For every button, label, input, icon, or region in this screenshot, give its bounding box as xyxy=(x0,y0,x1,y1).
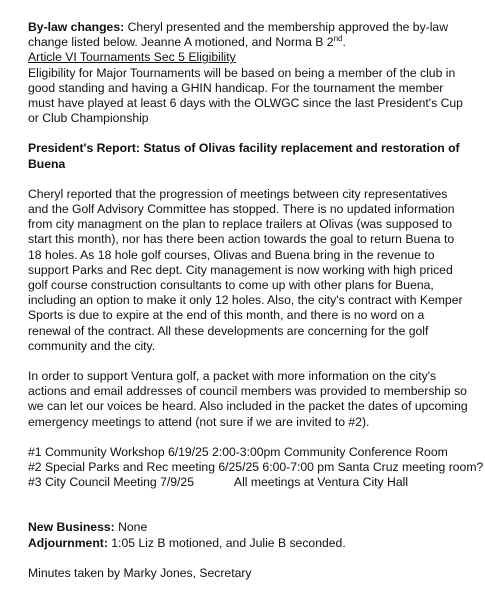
meeting-item-2: #2 Special Parks and Rec meeting 6/25/25 6:00-7:00 pm Santa Cruz meeting room? xyxy=(28,460,484,475)
bylaw-paragraph xyxy=(28,20,469,50)
president-report-paragraph-1: Cheryl reported that the progression of meetings between city representatives and the Golf Advisory Committee has stopped. There is no updated information from city managment on the plan to replace trailers at Olivas (was supposed to start this month), nor has there been action towards the goal to return Buena to 18 holes. As 18 hole golf courses, Olivas and Buena bring in the revenue to support Parks and Rec dept. City management is now working with high priced golf course construction consultants to come up with other plans for Buena, including an option to make it only 12 holes. Also, the city's contract with Kemper Sports is due to expire at the end of this month, and there is no word on a renewal of the contract. All these developments are concerning for the golf community and the city. xyxy=(28,186,463,353)
bylaw-body: Eligibility for Major Tournaments will be based on being a member of the club in good standing and having a GHIN handicap. For the tournament the member must have played at least 6 days with the OLWGC since the last President's Cup or Club Championship xyxy=(28,65,463,126)
meeting-item-3: #3 City Council Meeting 7/9/25 All meetings at Ventura City Hall xyxy=(28,475,409,490)
president-report-paragraph-2: In order to support Ventura golf, a packet with more information on the city's actions and email addresses of council members was provided to membership so we can let our voices be heard. Also included in the packet the dates of upcoming emergency meetings to attend (not sure if we are invited to #2). xyxy=(28,369,468,429)
bylaw-motion-text: Cheryl presented and the membership approved the by-law change listed below. Jeanne A motioned, and Norma B 2 xyxy=(28,20,449,50)
adjournment-label: Adjournment: xyxy=(28,535,108,550)
new-business-line xyxy=(28,520,469,535)
minutes-taken-by: Minutes taken by Marky Jones, Secretary xyxy=(28,565,252,580)
meeting-item-1: #1 Community Workshop 6/19/25 2:00-3:00pm Community Conference Room xyxy=(28,444,448,459)
president-report-heading: President's Report: Status of Olivas facility replacement and restoration of Buena xyxy=(28,141,460,171)
bylaw-heading: By-law changes: xyxy=(28,20,125,34)
bylaw-article-title: Article VI Tournaments Sec 5 Eligibility xyxy=(28,50,236,65)
new-business-value: None xyxy=(114,520,148,535)
adjournment-line xyxy=(28,536,469,551)
adjournment-value: 1:05 Liz B motioned, and Julie B seconded. xyxy=(107,535,346,550)
new-business-label: New Business: xyxy=(28,520,115,535)
bylaw-motion-end: . xyxy=(342,35,346,50)
bylaw-ordinal-suffix: nd xyxy=(333,34,343,44)
